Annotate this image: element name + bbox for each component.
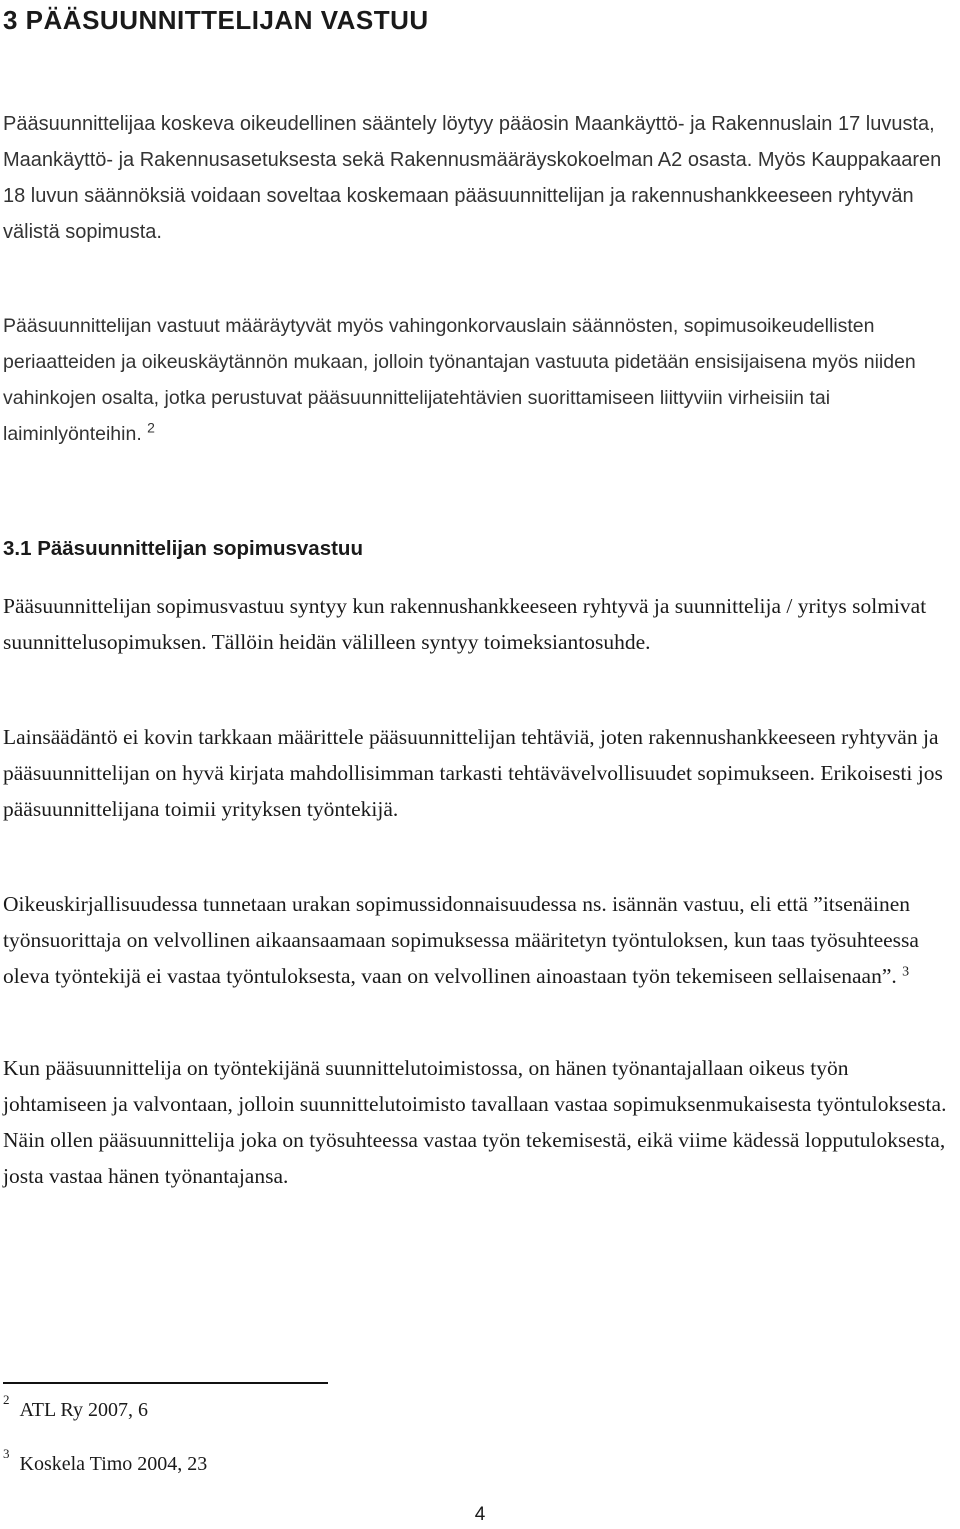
paragraph-contract-liability: Pääsuunnittelijan sopimusvastuu syntyy kun rakennushankkeeseen ryhtyvä ja suunnittelija / yritys solmivat suunnittelusopimuksen. Tällöin heidän välilleen syntyy toimeksiantosuhde.: [3, 594, 927, 654]
paragraph-legal-basis: Pääsuunnittelijaa koskeva oikeudellinen sääntely löytyy pääosin Maankäyttö- ja Rakennuslain 17 luvusta, Maankäyttö- ja Rakennusasetuksesta sekä Rakennusmääräyskokoelman A2 osasta. Myös Kauppakaaren 18 luvun säännöksiä voidaan soveltaa koskemaan pääsuunnittelijan ja rakennushankkeeseen ryhtyvän välistä sopimusta.: [3, 113, 942, 243]
page-number: 4: [474, 1504, 486, 1525]
subsection-heading: 3.1 Pääsuunnittelijan sopimusvastuu: [3, 537, 363, 560]
footnote-number: 3: [3, 1446, 10, 1462]
footnote-ref: 2: [147, 419, 155, 436]
footnote-text: ATL Ry 2007, 6: [19, 1399, 148, 1421]
paragraph-text: Oikeuskirjallisuudessa tunnetaan urakan sopimussidonnaisuudessa ns. isännän vastuu, eli että ”itsenäinen työnsuorittaja on velvollinen aikaansaamaan sopimuksessa määritetyn työntuloksen, kun taas työsuhteessa oleva työntekijä ei vastaa työntuloksesta, vaan on velvollinen ainoastaan työn tekemiseen sellaisenaan”.: [3, 892, 919, 988]
footnote-item: [3, 1446, 950, 1478]
footnote-text: Koskela Timo 2004, 23: [19, 1453, 208, 1475]
footnote-ref: 3: [902, 964, 910, 980]
footnote-separator: [3, 1382, 328, 1384]
paragraph-text: Pääsuunnittelijan vastuut määräytyvät myös vahingonkorvauslain säännösten, sopimusoikeudellisten periaatteiden ja oikeuskäytännön mukaan, jolloin työnantajan vastuuta pidetään ensisijaisena myös niiden vahinkojen osalta, jotka perustuvat pääsuunnittelijatehtävien suorittamiseen liittyviin virheisiin tai laiminlyönteihin.: [3, 315, 916, 445]
paragraph-legal-literature: [3, 886, 950, 994]
paragraph-legislation: Lainsäädäntö ei kovin tarkkaan määrittele pääsuunnittelijan tehtäviä, joten rakennushankkeeseen ryhtyvän ja pääsuunnittelijan on hyvä kirjata mahdollisimman tarkasti tehtävävelvollisuudet sopimukseen. Erikoisesti jos pääsuunnittelijana toimii yrityksen työntekijä.: [3, 725, 943, 821]
footnote-number: 2: [3, 1392, 10, 1408]
paragraph-employee-designer: Kun pääsuunnittelija on työntekijänä suunnittelutoimistossa, on hänen työnantajallaan oikeus työn johtamiseen ja valvontaan, jolloin suunnittelutoimisto tavallaan vastaa sopimuksenmukaisesta työntuloksesta. Näin ollen pääsuunnittelija joka on työsuhteessa vastaa työn tekemisestä, eikä viime kädessä lopputuloksesta, josta vastaa hänen työnantajansa.: [3, 1056, 947, 1188]
paragraph-liability-rules: [3, 308, 950, 452]
footnote-item: [3, 1392, 950, 1424]
section-heading: 3 PÄÄSUUNNITTELIJAN VASTUU: [3, 5, 429, 35]
